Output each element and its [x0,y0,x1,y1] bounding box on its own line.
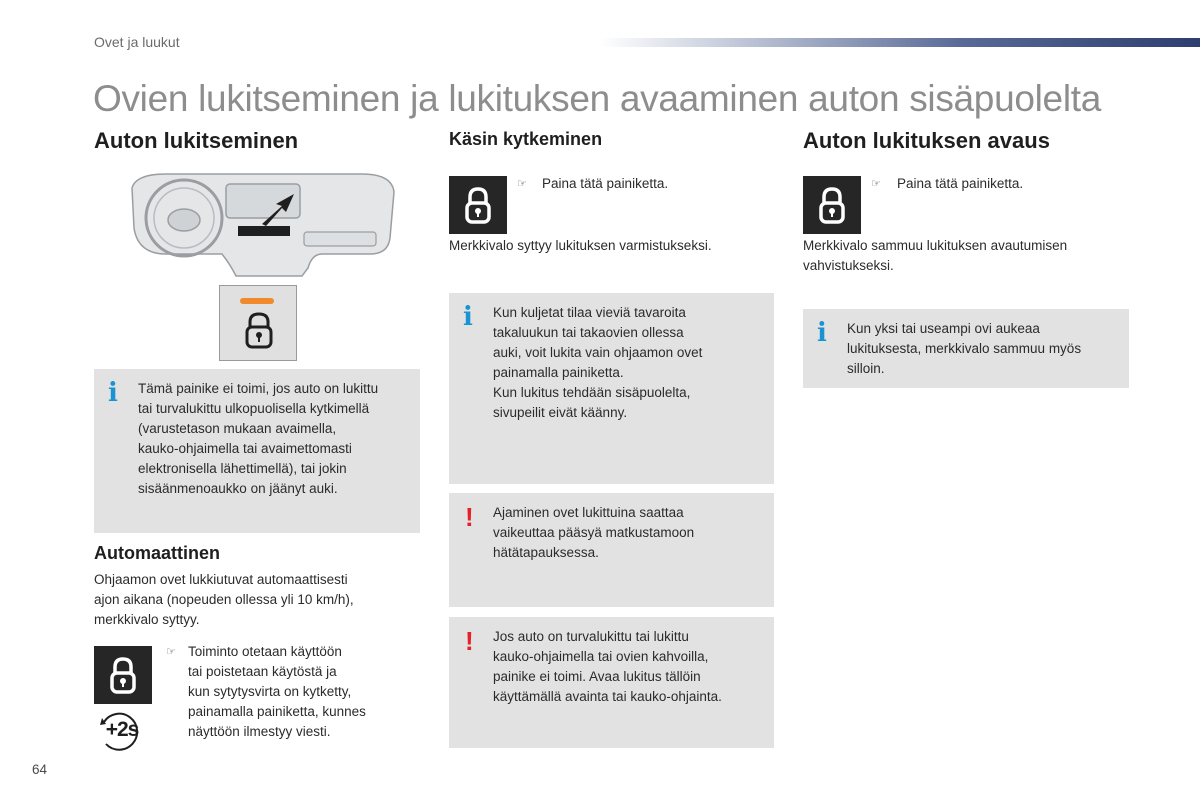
dashboard-illustration [126,168,398,280]
unlock-step-text: Paina tätä painiketta. [897,176,1024,191]
page-number: 64 [32,762,48,777]
warning-icon: ! [465,626,474,656]
info-text: Tämä painike ei toimi, jos auto on lukittu tai turvalukittu ulkopuolisella kytkimellä (varustetason mukaan avaimella, kauko-ohjaimella tai avaimettomasti elektronisella lähettimellä), tai jokin sisäänmenoaukko on jäänyt auki. [138,381,379,496]
heading-automatic: Automaattinen [94,543,220,563]
hold-2s-icon: +2s [94,712,150,752]
info-icon: i [817,318,827,348]
info-text: Kun kuljetat tilaa vieviä tavaroita takaluukun tai takaovien ollessa auki, voit lukita vain ohjaamon ovet painamalla painiketta. Kun lukitus tehdään sisäpuolelta, sivupeilit eivät käänny. [493,305,703,420]
finger-bullet-icon: ☞ [871,178,881,190]
info-text: Kun yksi tai useampi ovi aukeaa lukituksesta, merkkivalo sammuu myös silloin. [847,321,1082,376]
info-box-button-not-working [94,369,420,533]
warning-box-emergency [449,493,774,607]
lock-button-icon [94,646,152,704]
unlock-button-icon [803,176,861,234]
heading-manual: Käsin kytkeminen [449,129,603,149]
lock-button-panel [219,285,297,361]
page-title: Ovien lukitseminen ja lukituksen avaaminen auton sisäpuolelta [93,78,1102,119]
section-label: Ovet ja luukut [94,34,180,50]
info-icon: i [108,378,118,408]
heading-locking: Auton lukitseminen [94,128,299,153]
heading-unlocking: Auton lukituksen avaus [803,128,1050,153]
finger-bullet-icon: ☞ [517,178,527,190]
warning-text: Jos auto on turvalukittu tai lukittu kauko-ohjaimella tai ovien kahvoilla, painike ei toimi. Avaa lukitus tällöin käyttämällä avainta tai kauko-ohjainta. [493,629,722,704]
automatic-step-text: Toiminto otetaan käyttöön tai poistetaan käytöstä ja kun sytytysvirta on kytketty, painamalla painiketta, kunnes näyttöön ilmestyy viesti. [188,644,366,739]
manual-step-text: Paina tätä painiketta. [542,176,669,191]
warning-box-deadlocked [449,617,774,748]
info-box-cargo [449,293,774,484]
finger-bullet-icon: ☞ [166,646,176,658]
unlock-result-text: Merkkivalo sammuu lukituksen avautumisen vahvistukseksi. [803,238,1068,273]
header-rule [600,38,1200,47]
automatic-text: Ohjaamon ovet lukkiutuvat automaattisesti ajon aikana (nopeuden ollessa yli 10 km/h), merkkivalo syttyy. [94,572,354,627]
warning-icon: ! [465,502,474,532]
warning-text: Ajaminen ovet lukittuina saattaa vaikeuttaa pääsyä matkustamoon hätätapauksessa. [493,505,695,560]
manual-result-text: Merkkivalo syttyy lukituksen varmistukseksi. [449,238,712,253]
info-icon: i [463,302,473,332]
padlock-icon [220,286,298,362]
lock-button-icon [449,176,507,234]
info-box-door-opened [803,309,1129,388]
